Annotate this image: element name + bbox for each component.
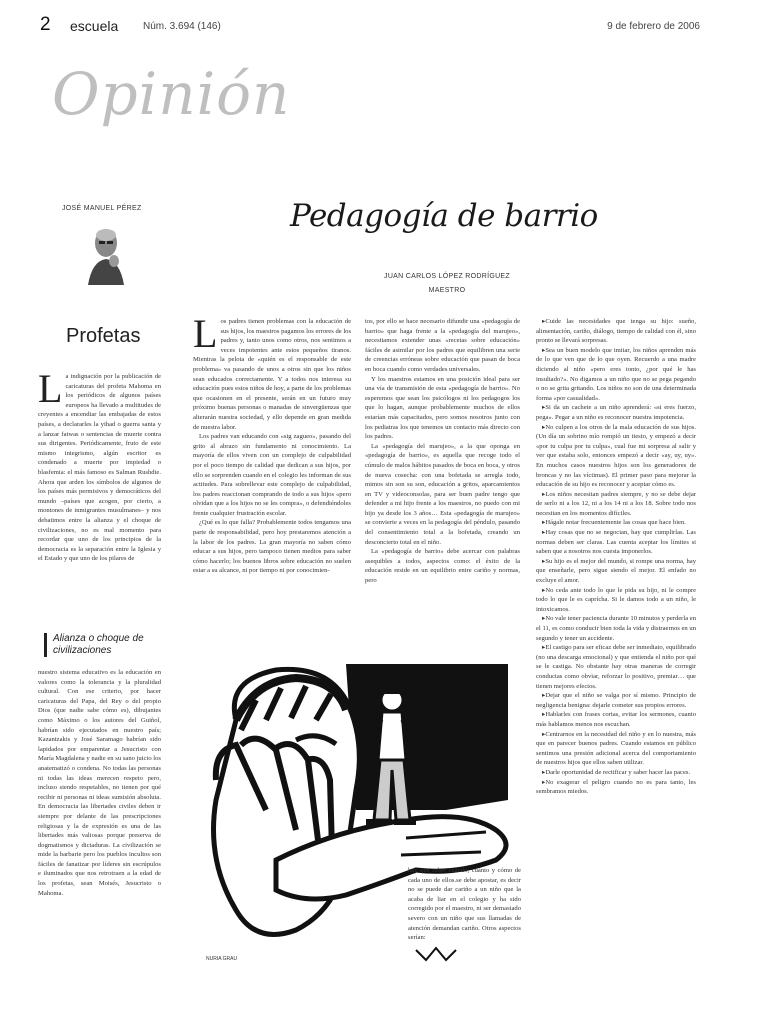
advice-item: ▸ Dejar que el niño se valga por sí mismo. Principio de negligencia benigna: dejarle cometer sus propios errores. [536, 691, 696, 710]
advice-item: ▸ No exagerar el peligro cuando no es para tanto, les sembramos miedos. [536, 778, 696, 797]
column-dropcap: L [38, 372, 63, 411]
paragraph: hay que saber cuándo, cuánto y cómo de cada uno de ellos.se debe apostar, es decir no se puede dar cariño a un niño que la acaba de liar en el colegio y ha sido corregido por el maestro, ni ser demasiado severo con un niño que sus llamadas de atención demandan cariño. Otros aspectos serían: [408, 867, 521, 942]
advice-item: ▸ Los niños necesitan padres siempre, y no se debe dejar de serlo ni a los 12, ni a los 14 ni a los 18. Sobre todo nos necesitan en los momentos difíciles. [536, 490, 696, 519]
advice-item: ▸ Su hijo es el mejor del mundo, si rompe una norma, hay que enseñarle, pero sigue siendo el mejor. El enfado no excluye el amor. [536, 557, 696, 586]
article-column-3 [536, 317, 696, 972]
article-headline: Pedagogía de barrio [290, 198, 598, 234]
author-photo [84, 223, 128, 285]
paragraph: ¿Qué es lo que falla? Probablemente todos tengamos una parte de responsabilidad, pero hoy prestaremos atención a la labor de los padres. La gran mayoría no saben cómo educar a sus hijos, pero tampoco tienen medios para saber cómo hacerlo; los buenos libros sobre educación no suelen estar a su alcance, ni por tiempo ni por conocimien- [193, 519, 351, 575]
column-body-part-1 [38, 372, 161, 634]
column-text: nuestro sistema educativo es la educación en valores como la tolerancia y la pluralidad cultural. Con ese criterio, por hacer caricaturas del Papa, del Rey o del propio Dios (que nadie sabe cómo es), dibujantes como Máximo o los autores del Guiñol, habrían sido ejecutados en nuestro país; Kazantzakis y José Saramago habrían sido lapidados por emparentar a Jesucristo con María Magdalena y nadie en su sano juicio los anatematizó o condena. No todas las personas ni todas las ideas merecen respeto pero, incluso siendo respetables, no tienen por qué recibir ni personas ni ideas sumisión absoluta. En democracia las libertades civiles deben ir siempre por delante de las prescripciones religiosas y la de expresión es una de las libertades más valiosas porque preserva de dogmatismos y dictaduras. La civilización se mide la barbarie pero los pueblos incultos son fáciles de fanatizar por líderes sin escrúpulos e iluminados que nos retrotraen a la edad de los profetas, sean Moisés, Jesucristo o Mahoma. [38, 669, 161, 897]
article-dropcap: L [193, 317, 218, 356]
paragraph: Y los maestros estamos en una posición ideal para ser una vía de transmisión de esta «pedagogía de barrio». No esperemos que sean los psicólogos ni los pedagogos los que lo hagan, aunque probablemente muchos de ellos estarían más capacitados, pero somos nosotros junto con los pediatras los que tenemos un contacto más directo con los padres. [365, 375, 520, 441]
advice-item: ▸ Cuide las necesidades que tenga su hijo: sueño, alimentación, cariño, diálogo, tiempo de calidad con él, sino pronto se llevará sorpresas. [536, 317, 696, 346]
advice-item: ▸ Hay cosas que no se negocian, hay que cumplirlas. Las normas deben ser claras. Las cuenta aceptar los límites si saben que a nosotros nos cuesta imponerlos. [536, 528, 696, 557]
paragraph: La «pedagogía del marujeo», a la que oponga en «pedagogía de barrio», es aquella que recoge todo el cúmulo de malos hábitos pasados de boca en boca, y otros de nueva cosecha: con una bofetada se arregla todo, mimos sin son su son, educación a gritos, aparcamientos en TV y videoconsolas, para ser buen padre tengo que defender a mi hijo frente a los maestros, no puedo con mi hijo ya desde los 3 años… Esta «pedagogía de marujeo» se convierte a veces en la pedagogía del péndulo, pasando del consentimiento total a la bofetada, creando un desconcierto total en el niño. [365, 442, 520, 546]
column-author: JOSÉ MANUEL PÉREZ [62, 205, 142, 212]
article-column-2-continued [408, 866, 521, 978]
issue-number: Núm. 3.694 (146) [143, 21, 221, 32]
column-text: a indignación por la publicación de caricaturas del profeta Mahoma en los periódicos de algunos países europeos ha llevado a multitudes de creyentes a encendiar las embajadas de estos países, a declararles la yihad o guerra santa y a lanzar fatwas o sentencias de muerte contra sus dirigentes. Periódicamente, fruto de este mismo integrismo, algún escritor es condenado a muerte por impiedad o blasfemia: el más famoso es Salman Rushdie. Ahora que arden los símbolos de algunos de los países más permisivos y democráticos del mundo –países que acogen, por cierto, a montones de inmigrantes musulmanes– y nos debatimos entre la alianza y el choque de civilizaciones, no es mal momento para recordar que uno de los principios de la democracia es la separación entre la Iglesia y el Estado y que uno de los pilares de [38, 373, 161, 563]
advice-item: ▸ Sea un buen modelo que imitar, los niños aprenden más de lo que ven que de lo que oyen. Recuerdo a una madre diciendo al niño «pero eres tonto, ¿por qué le has insultado?». No digamos a un niño que no se pega pegando o no se grita gritando. Los niños no son de una determinada forma «por casualidad». [536, 346, 696, 404]
page-number: 2 [40, 14, 51, 35]
article-column-2 [365, 317, 520, 669]
paragraph: Los padres van educando con «sig zagueo», pasando del grito al abrazo sin fundamento ni conocimiento. La mayoría de ellos viven con un complejo de culpabilidad por el poco tiempo de calidad que dedican a sus hijos, por ello se sorprenden cuando en el colegio les informan de sus actitudes. Para sobrellevar este complejo de culpabilidad, los padres reaccionan comprando de todo a sus hijos «pero olvidan que a los hijos no se les compra», o defendiéndoles frente cualquier frustración escolar. [193, 433, 351, 517]
article-column-1 [193, 317, 351, 669]
column-subhead: Alianza o choque de civilizaciones [44, 633, 162, 657]
paragraph: La «pedagogía de barrio» debe acercar con palabras asequibles a todos, aspectos como: el éxito de la educación reside en un equilibrio entre cariño y normas, pero [365, 548, 520, 585]
advice-item: ▸ Hablarles con frases cortas, evitar los sermones, cuanto más hablamos menos nos escuchan. [536, 710, 696, 729]
advice-item: ▸ No culpen a los otros de la mala educación de sus hijos. (Un día un sobrino mío rompió un tiesto, y empezó a decir «por tu culpa por tu culpa», cual fue mi sorpresa al salir y ver que estaba solo, entonces empezó a decir «ay, uy, uy». En muchos casos nuestros hijos son los generadores de broncas y no las víctimas). El primer paso para mejorar la educación de su hijo es reconocer y aceptar cómo es. [536, 423, 696, 490]
advice-item: ▸ Darle oportunidad de rectificar y saber hacer las paces. [536, 768, 696, 778]
advice-item: ▸ Centrarnos en la necesidad del niño y en lo nuestra, más que en parecer buenos padres. Cuando estamos en público sentimos una presión adicional acerca del comportamiento de nuestros hijos que ellos saben utilizar. [536, 730, 696, 768]
article-author: JUAN CARLOS LÓPEZ RODRÍGUEZ [384, 273, 510, 280]
column-body-part-2 [38, 668, 161, 1015]
advice-item: ▸ Si da un cachete a un niño aprenderá: «si eres fuerzo, pega». Pegar a un niño es reconocer nuestra impotencia. [536, 403, 696, 422]
illustration-credit: NURIA GRAU [206, 956, 238, 962]
paragraph: tos, por ello se hace necesario difundir una «pedagogía de barrio» que haga frente a la «pedagogía del marujeo», necesitamos extender unas «recetas sobre educación» fáciles de asimilar por los padres que equilibren una serie de creencias erróneas sobre educación que pasan de boca en boca cuando como verdades universales. [365, 318, 520, 373]
section-title: Opinión [52, 60, 291, 128]
advice-item: ▸ No vale tener paciencia durante 10 minutos y perderla en el 11, es como conducir bien toda la vida y distraernos en un segundo y tener un accidente. [536, 614, 696, 643]
advice-item: ▸ El castigo para ser eficaz debe ser inmediato, equilibrado (no una descarga emocional) y que entienda el niño por qué se le castiga. No obstante hay otras maneras de corregir conductas como obviar, reforzar lo positivo, premiar… que tienen mejores efectos. [536, 643, 696, 691]
column-title: Profetas [66, 325, 141, 347]
article-author-role: MAESTRO [428, 287, 466, 294]
paragraph: os padres tienen problemas con la educación de sus hijos, los maestros pagamos los errores de los padres y, tanto unos como otros, nos sentimos a veces impotentes ante estos pequeños tiranos. Mientras la pelota de «quién es el responsable de este problema» va pasando de unos a otros sin que los niños sean educados correctamente. Y a todos nos interesa su educación pues estos niños de hoy, a parte de los problemas que ocasionen en el presente, serán en un futuro muy próximo buenas personas o manadas de sinvergüenzas que alterarán nuestra sociedad, y ello depende en gran medida de nuestra labor. [193, 318, 351, 431]
article-byline [372, 270, 522, 298]
advice-item: ▸ Hágale notar frecuentemente las cosas que hace bien. [536, 518, 696, 528]
section-name: escuela [70, 18, 119, 34]
advice-item: ▸ No ceda ante todo lo que le pida su hijo, ni le compre todo lo que le es caprícha. Si le damos todo a un niño, le intoxicamos. [536, 586, 696, 615]
issue-date: 9 de febrero de 2006 [607, 21, 700, 32]
